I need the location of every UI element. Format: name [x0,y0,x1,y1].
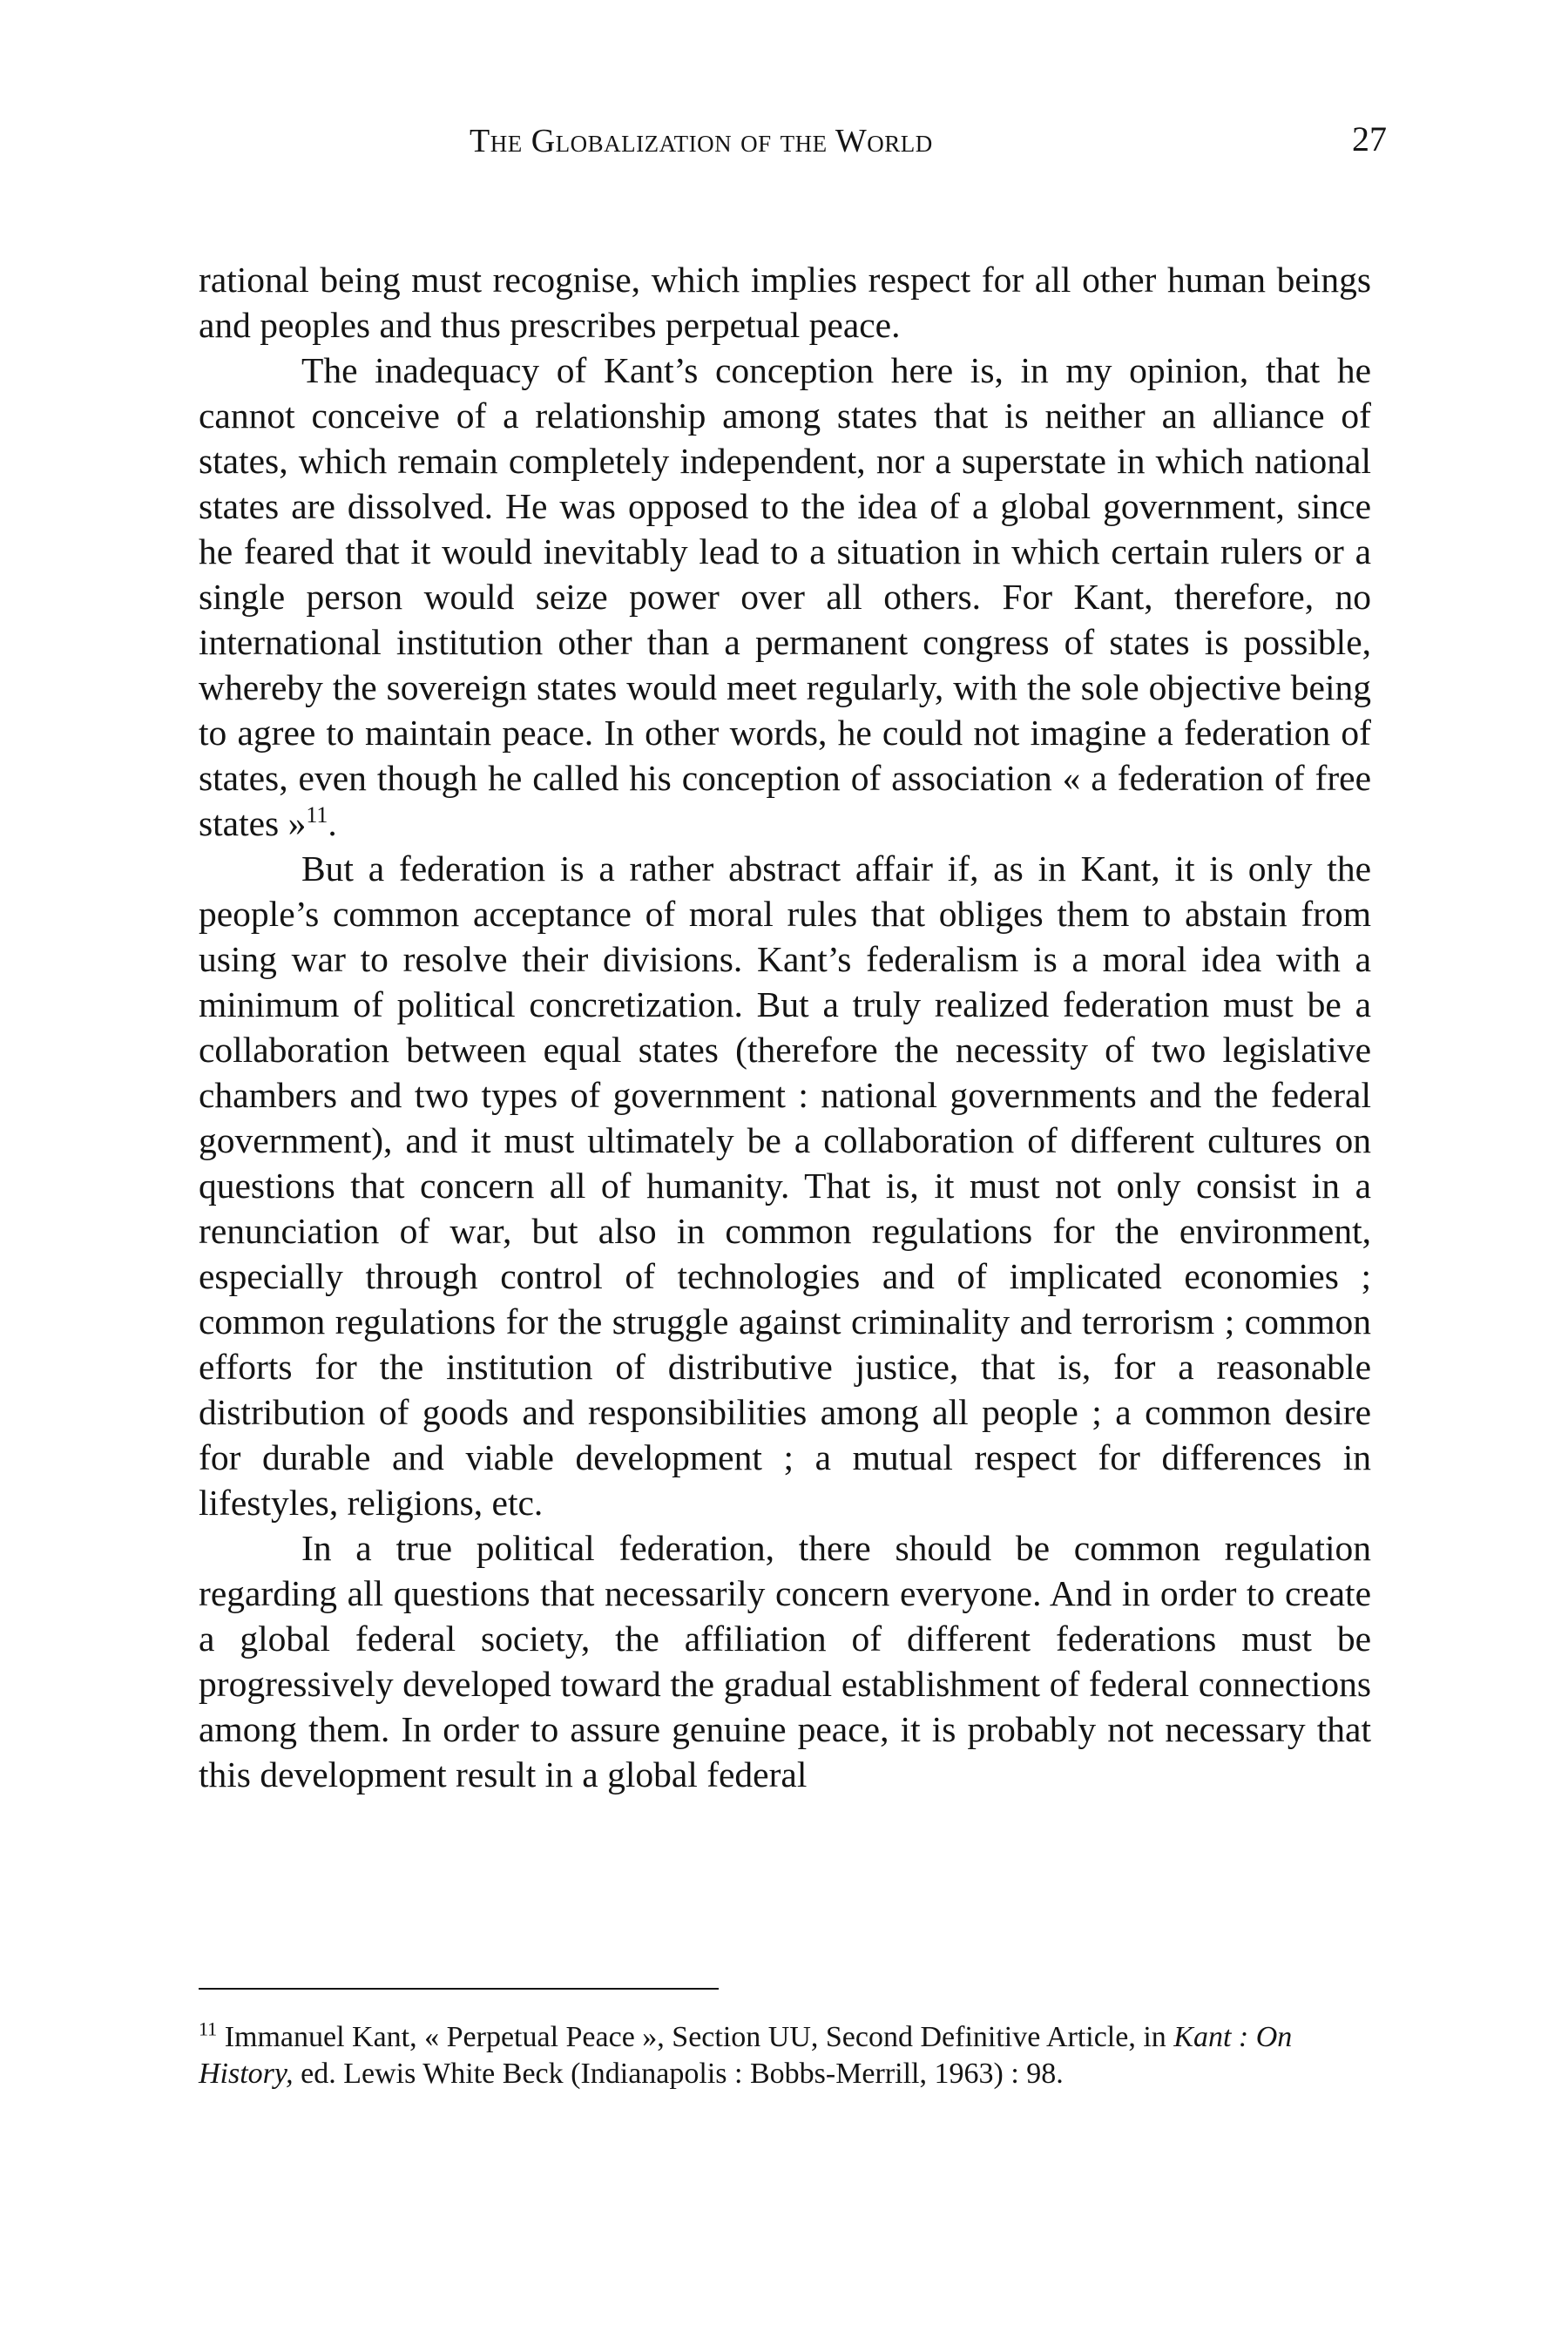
footnote-text: Immanuel Kant, « Perpetual Peace », Section UU, Second Definitive Article, in [224,2021,1174,2053]
footnote-number: 11 [199,2017,218,2040]
footnote-reference: 11 [306,802,328,828]
paragraph-text: rational being must recognise, which implies respect for all other human beings and peoples and thus prescribes perpetual peace. [199,260,1371,345]
footnote-divider [199,1988,719,1990]
running-head [0,119,1568,174]
paragraph [199,846,1371,1525]
body-text [199,257,1371,1797]
paragraph-text: The inadequacy of Kant’s conception here is, in my opinion, that he cannot conceive of a relationship among states that is neither an alliance of states, which remain completely independent, nor a superstate in which national states are dissolved. He was opposed to the idea of a global government, since he feared that it would inevitably lead to a situation in which certain rulers or a single person would seize power over all others. For Kant, therefore, no international institution other than a permanent congress of states is possible, whereby the sovereign states would meet regularly, with the sole objective being to agree to maintain peace. In other words, he could not imagine a federation of states, even though he called his conception of association « a federation of free states » [199,350,1371,843]
footnote-text-end: ed. Lewis White Beck (Indianapolis : Bobbs-Merrill, 1963) : 98. [293,2058,1064,2090]
footnote-entry [199,2019,1371,2092]
paragraph-tail: . [328,803,337,843]
paragraph-continued [199,257,1371,348]
footnote [199,2019,1371,2092]
page-number: 27 [1352,119,1387,159]
running-title: The Globalization of the World [470,123,933,159]
paragraph-text: In a true political federation, there should be common regulation regarding all questions that necessarily concern everyone. And in order to create a global federal society, the affiliation of different federations must be progressively developed toward the gradual establishment of federal connections among them. In order to assure genuine peace, it is probably not necessary that this development result in a global federal [199,1528,1371,1794]
paragraph [199,1525,1371,1797]
footnote-italic-title: Kant : On History, [199,2021,1293,2090]
paragraph-text: But a federation is a rather abstract affair if, as in Kant, it is only the people’s common acceptance of moral rules that obliges them to abstain from using war to resolve their divisions. Kant’s federalism is a moral idea with a minimum of political concretization. But a truly realized federation must be a collaboration between equal states (therefore the necessity of two legislative chambers and two types of government : national governments and the federal government), and it must ultimately be a collaboration of different cultures on questions that concern all of humanity. That is, it must not only consist in a renunciation of war, but also in common regulations for the environment, especially through control of technologies and of implicated economies ; common regulations for the struggle against criminality and terrorism ; common efforts for the institution of distributive justice, that is, for a reasonable distribution of goods and responsibilities among all people ; a common desire for durable and viable development ; a mutual respect for differences in lifestyles, religions, etc. [199,848,1371,1523]
paragraph [199,348,1371,846]
